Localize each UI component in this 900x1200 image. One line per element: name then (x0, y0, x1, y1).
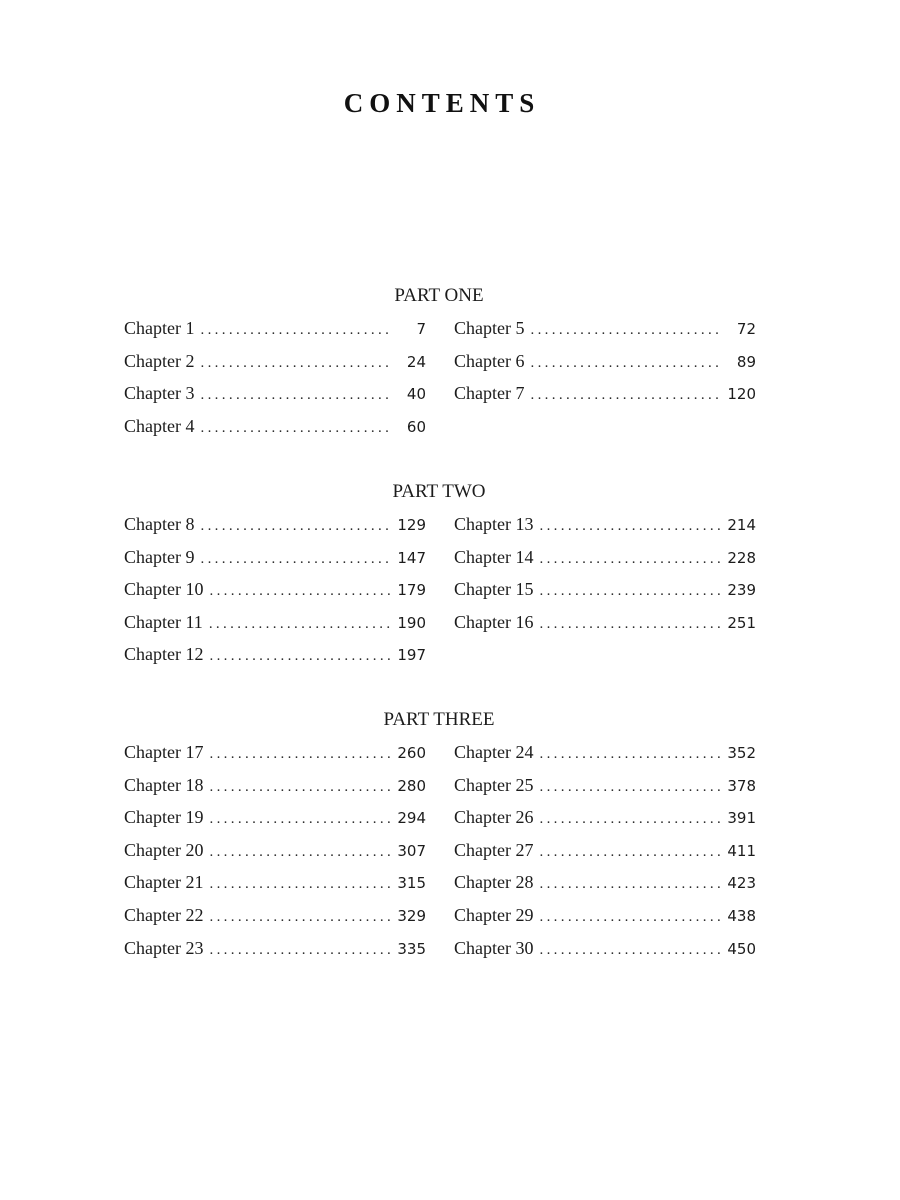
part-three (124, 708, 756, 970)
chapter-label: Chapter 24 (454, 742, 534, 762)
page-number: 450 (727, 939, 756, 958)
chapter-label: Chapter 7 (454, 383, 525, 404)
toc-entry[interactable] (124, 872, 426, 905)
page-title: CONTENTS (343, 88, 541, 118)
part-heading: PART TWO (392, 481, 486, 502)
dot-leader (200, 353, 390, 373)
page-number: 40 (406, 385, 426, 404)
chapter-label: Chapter 13 (454, 514, 534, 534)
toc-entry[interactable] (454, 938, 756, 971)
dot-leader (200, 385, 390, 405)
chapter-label: Chapter 22 (124, 904, 204, 925)
chapter-label: Chapter 11 (124, 611, 203, 632)
chapter-label: Chapter 30 (454, 937, 534, 958)
toc-entry[interactable] (454, 579, 756, 612)
page-number: 335 (397, 939, 426, 958)
toc-entry[interactable] (454, 807, 756, 840)
page-number: 378 (727, 776, 756, 795)
toc-entry[interactable] (124, 383, 426, 416)
toc-entry[interactable] (124, 775, 426, 808)
page-number: 239 (727, 581, 756, 600)
dot-leader (200, 320, 390, 340)
page-number: 72 (736, 320, 756, 338)
dot-leader (209, 940, 390, 960)
chapter-label: Chapter 4 (124, 415, 195, 436)
toc-entry[interactable] (454, 514, 756, 547)
chapter-label: Chapter 6 (454, 350, 525, 371)
page-number: 307 (397, 841, 426, 860)
toc-entry[interactable] (124, 742, 426, 775)
chapter-label: Chapter 29 (454, 904, 534, 925)
dot-leader (209, 646, 390, 666)
toc-entry[interactable] (124, 514, 426, 547)
page-number: 315 (397, 874, 426, 893)
right-column (454, 742, 756, 970)
page-number: 190 (397, 613, 426, 632)
chapter-label: Chapter 5 (454, 318, 525, 338)
toc-entry[interactable] (454, 872, 756, 905)
part-columns (124, 318, 756, 448)
toc-entry[interactable] (124, 644, 426, 677)
dot-leader (209, 744, 390, 764)
chapter-label: Chapter 1 (124, 318, 195, 338)
page-number: 129 (397, 516, 426, 534)
dot-leader (539, 809, 720, 829)
toc-entry[interactable] (124, 318, 426, 351)
chapter-label: Chapter 14 (454, 546, 534, 567)
left-column (124, 318, 426, 448)
chapter-label: Chapter 20 (124, 839, 204, 860)
dot-leader (530, 320, 720, 340)
chapter-label: Chapter 10 (124, 579, 204, 600)
dot-leader (539, 874, 720, 894)
dot-leader (209, 874, 390, 894)
toc-entry[interactable] (124, 905, 426, 938)
chapter-label: Chapter 16 (454, 611, 534, 632)
page-number: 251 (727, 613, 756, 632)
dot-leader (200, 516, 390, 536)
toc-entry[interactable] (124, 807, 426, 840)
page-number: 391 (727, 809, 756, 828)
dot-leader (209, 842, 390, 862)
dot-leader (209, 614, 390, 634)
dot-leader (530, 385, 720, 405)
page-number: 280 (397, 776, 426, 795)
page-number: 260 (397, 744, 426, 762)
page-number: 60 (406, 417, 426, 436)
dot-leader (209, 809, 390, 829)
dot-leader (539, 744, 720, 764)
toc-entry[interactable] (454, 775, 756, 808)
dot-leader (530, 353, 720, 373)
toc-entry[interactable] (124, 938, 426, 971)
page-number: 329 (397, 906, 426, 925)
toc-entry[interactable] (124, 612, 426, 645)
chapter-label: Chapter 26 (454, 807, 534, 828)
dot-leader (200, 549, 390, 569)
dot-leader (539, 614, 720, 634)
chapter-label: Chapter 21 (124, 872, 204, 893)
dot-leader (209, 907, 390, 927)
chapter-label: Chapter 12 (124, 644, 204, 665)
toc-entry[interactable] (454, 383, 756, 416)
chapter-label: Chapter 25 (454, 774, 534, 795)
page-number: 438 (727, 906, 756, 925)
page-number: 352 (727, 744, 756, 762)
toc-entry[interactable] (454, 547, 756, 580)
toc-entry[interactable] (124, 416, 426, 449)
dot-leader (539, 549, 720, 569)
dot-leader (200, 418, 390, 438)
dot-leader (539, 940, 720, 960)
left-column (124, 514, 426, 677)
toc-entry[interactable] (124, 547, 426, 580)
chapter-label: Chapter 15 (454, 579, 534, 600)
page-number: 120 (727, 385, 756, 404)
page-number: 423 (727, 874, 756, 893)
page-number: 147 (397, 548, 426, 567)
right-column (454, 318, 756, 448)
toc-entry[interactable] (124, 351, 426, 384)
part-two (124, 480, 756, 677)
chapter-label: Chapter 18 (124, 774, 204, 795)
part-one (124, 284, 756, 448)
part-columns (124, 514, 756, 677)
page-number: 214 (727, 516, 756, 534)
chapter-label: Chapter 23 (124, 937, 204, 958)
page-number: 228 (727, 548, 756, 567)
chapter-label: Chapter 17 (124, 742, 204, 762)
page-number: 179 (397, 581, 426, 600)
dot-leader (539, 777, 720, 797)
chapter-label: Chapter 27 (454, 839, 534, 860)
dot-leader (209, 581, 390, 601)
dot-leader (539, 581, 720, 601)
page-number: 294 (397, 809, 426, 828)
toc-entry[interactable] (124, 579, 426, 612)
chapter-label: Chapter 19 (124, 807, 204, 828)
page-number: 7 (416, 320, 426, 338)
chapter-label: Chapter 9 (124, 546, 195, 567)
page-number: 89 (736, 352, 756, 371)
toc-entry[interactable] (454, 612, 756, 645)
page-number: 411 (727, 841, 756, 860)
chapter-label: Chapter 3 (124, 383, 195, 404)
chapter-label: Chapter 2 (124, 350, 195, 371)
toc-entry[interactable] (124, 840, 426, 873)
chapter-label: Chapter 28 (454, 872, 534, 893)
toc-entry[interactable] (454, 351, 756, 384)
dot-leader (539, 516, 720, 536)
left-column (124, 742, 426, 970)
page-number: 24 (406, 352, 426, 371)
toc-entry[interactable] (454, 840, 756, 873)
toc-entry[interactable] (454, 318, 756, 351)
dot-leader (539, 842, 720, 862)
part-columns (124, 742, 756, 970)
chapter-label: Chapter 8 (124, 514, 195, 534)
part-heading: PART ONE (394, 285, 484, 306)
toc-entry[interactable] (454, 905, 756, 938)
page-number: 197 (397, 646, 426, 665)
dot-leader (539, 907, 720, 927)
dot-leader (209, 777, 390, 797)
toc-entry[interactable] (454, 742, 756, 775)
right-column (454, 514, 756, 677)
part-heading: PART THREE (383, 709, 495, 730)
